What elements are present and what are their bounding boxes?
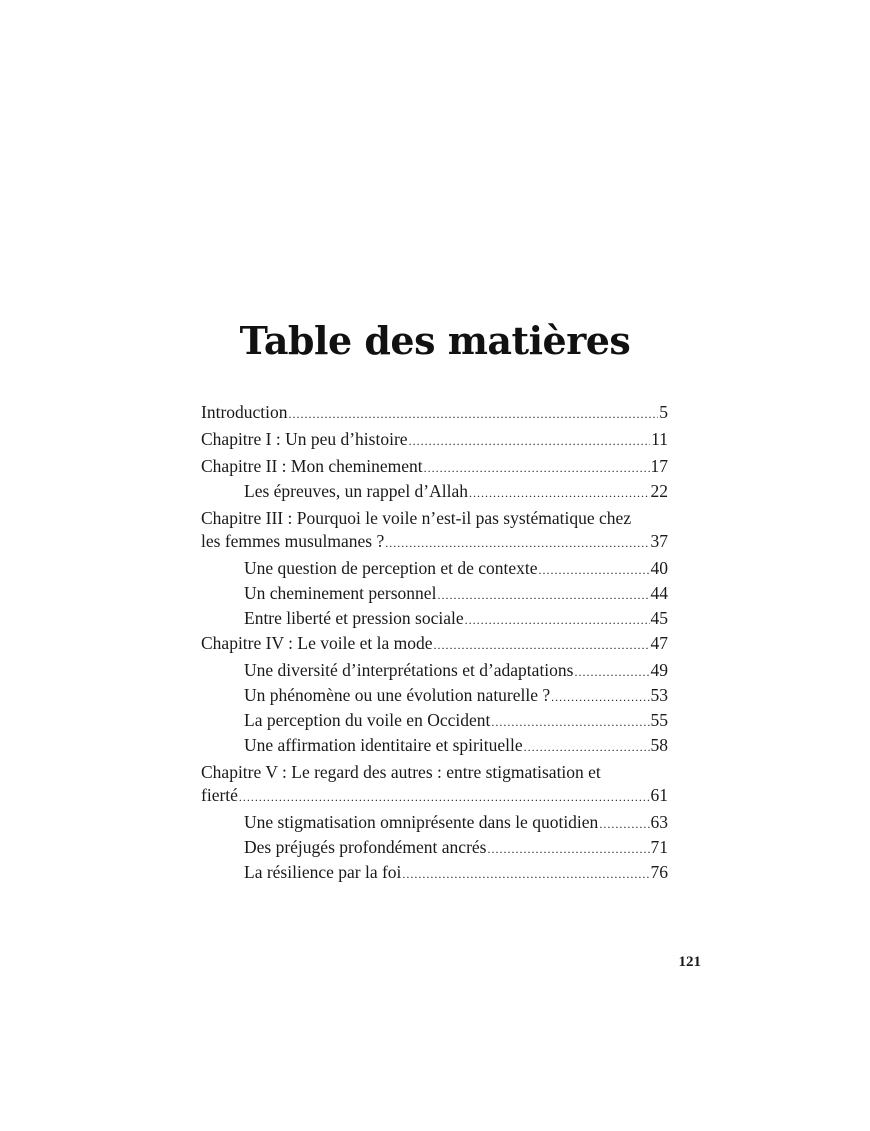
toc-page: 58 bbox=[650, 735, 668, 755]
toc-entry-chapter-4 bbox=[201, 632, 668, 657]
toc-label: Une question de perception et de contexte bbox=[244, 558, 538, 578]
toc-entry-chapter-2 bbox=[201, 455, 668, 480]
toc-entry-section bbox=[201, 811, 668, 836]
toc-page: 5 bbox=[659, 402, 668, 422]
toc-entry-section bbox=[201, 607, 668, 632]
dot-leader bbox=[424, 457, 650, 480]
dot-leader bbox=[465, 609, 650, 632]
toc-page: 53 bbox=[650, 685, 668, 705]
toc-entry-section bbox=[201, 734, 668, 759]
toc-label: Entre liberté et pression sociale bbox=[244, 608, 464, 628]
toc-entry-section bbox=[201, 480, 668, 505]
dot-leader bbox=[599, 813, 649, 836]
toc-page: 17 bbox=[650, 456, 668, 476]
toc-entry-section bbox=[201, 659, 668, 684]
toc-entry-section bbox=[201, 684, 668, 709]
toc-entry-chapter-5 bbox=[201, 784, 668, 809]
dot-leader bbox=[539, 559, 650, 582]
toc-entry-section bbox=[201, 582, 668, 607]
dot-leader bbox=[551, 686, 649, 709]
table-of-contents bbox=[201, 401, 668, 886]
dot-leader bbox=[433, 634, 649, 657]
dot-leader bbox=[239, 786, 650, 809]
toc-page: 22 bbox=[650, 481, 668, 501]
toc-entry-section bbox=[201, 861, 668, 886]
toc-page: 71 bbox=[650, 837, 668, 857]
dot-leader bbox=[437, 584, 649, 607]
toc-entry-introduction bbox=[201, 401, 668, 426]
toc-label: Chapitre I : Un peu d’histoire bbox=[201, 429, 408, 449]
toc-page: 47 bbox=[650, 633, 668, 653]
toc-label: Des préjugés profondément ancrés bbox=[244, 837, 487, 857]
toc-entry-chapter-3-line1: Chapitre III : Pourquoi le voile n’est-il pas systématique chez bbox=[201, 508, 632, 528]
dot-leader bbox=[409, 430, 651, 453]
toc-label: Une stigmatisation omniprésente dans le quotidien bbox=[244, 812, 599, 832]
toc-page: 49 bbox=[650, 660, 668, 680]
toc-page: 63 bbox=[650, 812, 668, 832]
toc-page: 40 bbox=[650, 558, 668, 578]
toc-label: La perception du voile en Occident bbox=[244, 710, 491, 730]
dot-leader bbox=[487, 838, 649, 861]
toc-page: 37 bbox=[650, 531, 668, 551]
toc-label: Chapitre II : Mon cheminement bbox=[201, 456, 423, 476]
toc-entry-section bbox=[201, 709, 668, 734]
toc-entry-chapter-3 bbox=[201, 530, 668, 555]
toc-label: les femmes musulmanes ? bbox=[201, 531, 385, 551]
dot-leader bbox=[469, 482, 649, 505]
dot-leader bbox=[385, 532, 649, 555]
toc-page: 11 bbox=[651, 429, 668, 449]
toc-label: Une diversité d’interprétations et d’adaptations bbox=[244, 660, 574, 680]
dot-leader bbox=[524, 736, 650, 759]
page-number: 121 bbox=[678, 954, 701, 970]
toc-label: La résilience par la foi bbox=[244, 862, 402, 882]
toc-entry-chapter-1 bbox=[201, 428, 668, 453]
toc-label: Une affirmation identitaire et spirituelle bbox=[244, 735, 523, 755]
toc-page: 76 bbox=[650, 862, 668, 882]
dot-leader bbox=[574, 661, 649, 684]
toc-label: Chapitre IV : Le voile et la mode bbox=[201, 633, 433, 653]
toc-page: 55 bbox=[650, 710, 668, 730]
toc-entry-section bbox=[201, 557, 668, 582]
dot-leader bbox=[491, 711, 649, 734]
toc-page: 45 bbox=[650, 608, 668, 628]
toc-label: Les épreuves, un rappel d’Allah bbox=[244, 481, 469, 501]
page-title: Table des matières bbox=[239, 318, 631, 363]
dot-leader bbox=[289, 403, 659, 426]
toc-label: Introduction bbox=[201, 402, 288, 422]
dot-leader bbox=[402, 863, 649, 886]
toc-label: fierté bbox=[201, 785, 238, 805]
toc-page: 44 bbox=[650, 583, 668, 603]
toc-page: 61 bbox=[650, 785, 668, 805]
toc-entry-chapter-5-line1: Chapitre V : Le regard des autres : entre stigmatisation et bbox=[201, 762, 601, 782]
toc-label: Un phénomène ou une évolution naturelle ? bbox=[244, 685, 551, 705]
toc-label: Un cheminement personnel bbox=[244, 583, 437, 603]
toc-entry-section bbox=[201, 836, 668, 861]
